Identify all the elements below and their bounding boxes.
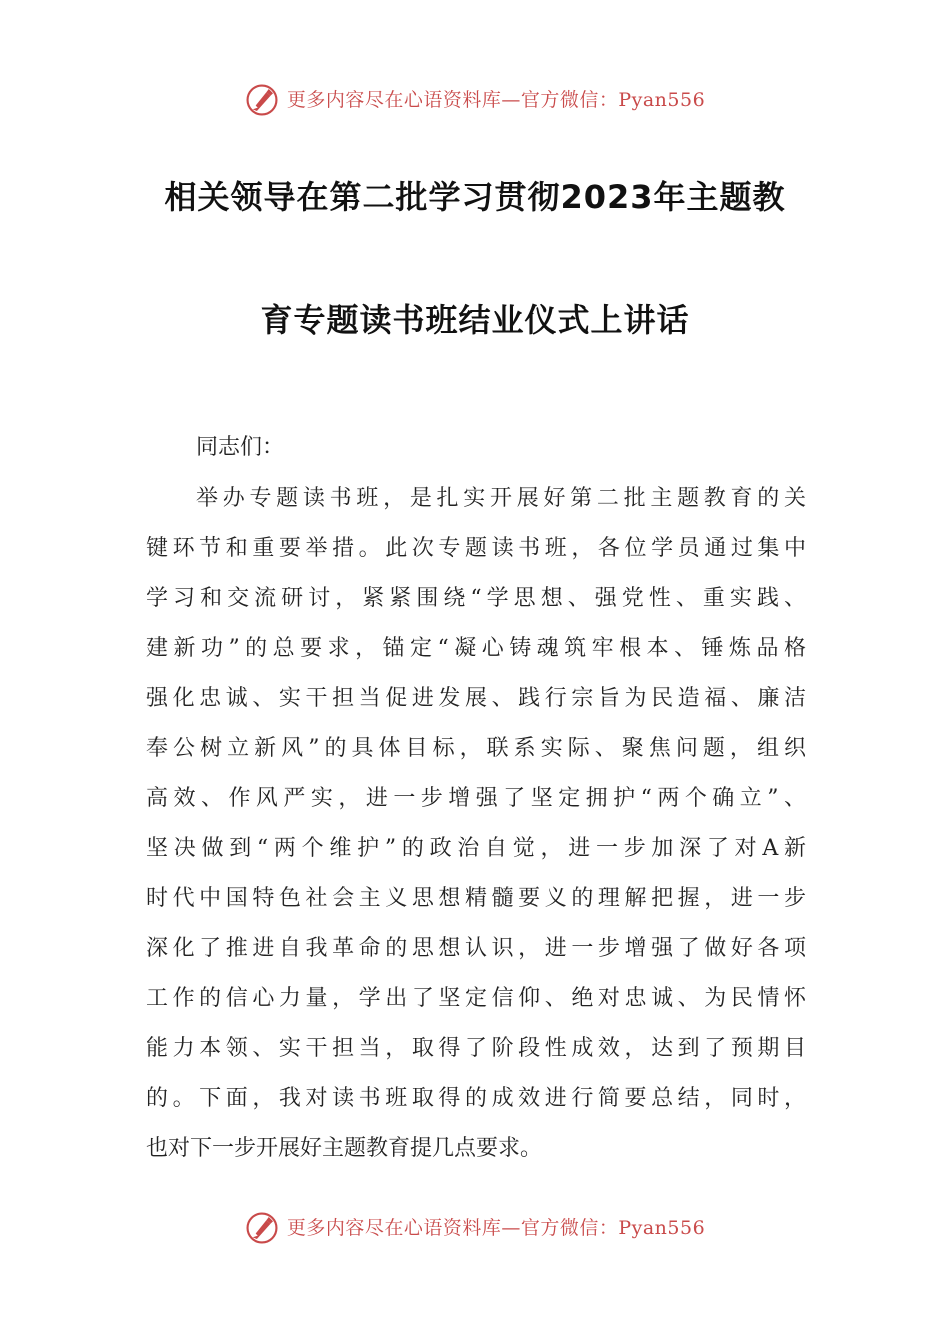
pen-nib-logo-icon xyxy=(245,1211,279,1245)
watermark-text: 更多内容尽在心语资料库—官方微信：Pyan556 xyxy=(286,1217,706,1239)
watermark-footer xyxy=(0,1211,950,1245)
body-line: 工作的信心力量，学出了坚定信仰、绝对忠诚、为民情怀 xyxy=(146,986,806,1011)
body-line: 能力本领、实干担当，取得了阶段性成效，达到了预期目 xyxy=(146,1036,806,1061)
body-line: 奉公树立新风”的具体目标，联系实际、聚焦问题，组织 xyxy=(146,736,806,761)
body-line: 强化忠诚、实干担当促进发展、践行宗旨为民造福、廉洁 xyxy=(146,686,806,711)
body-line: 也对下一步开展好主题教育提几点要求。 xyxy=(146,1136,543,1161)
body-line: 学习和交流研讨，紧紧围绕“学思想、强党性、重实践、 xyxy=(146,586,806,611)
document-title-line-2: 育专题读书班结业仪式上讲话 xyxy=(260,301,690,339)
body-line: 时代中国特色社会主义思想精髓要义的理解把握，进一步 xyxy=(146,886,806,911)
body-line: 深化了推进自我革命的思想认识，进一步增强了做好各项 xyxy=(146,936,806,961)
salutation: 同志们： xyxy=(196,435,285,460)
pen-nib-logo-icon xyxy=(245,83,279,117)
body-line: 的。下面，我对读书班取得的成效进行简要总结，同时， xyxy=(146,1086,806,1111)
body-paragraph xyxy=(146,483,806,1183)
watermark-header xyxy=(0,83,950,117)
body-line: 坚决做到“两个维护”的政治自觉，进一步加深了对A新 xyxy=(146,836,806,861)
body-line: 举办专题读书班，是扎实开展好第二批主题教育的关 xyxy=(196,486,806,511)
document-title-line-1: 相关领导在第二批学习贯彻2023年主题教 xyxy=(164,178,786,216)
watermark-text: 更多内容尽在心语资料库—官方微信：Pyan556 xyxy=(286,89,706,111)
body-line: 建新功”的总要求，锚定“凝心铸魂筑牢根本、锤炼品格 xyxy=(146,636,806,661)
body-line: 键环节和重要举措。此次专题读书班，各位学员通过集中 xyxy=(146,536,806,561)
body-line: 高效、作风严实，进一步增强了坚定拥护“两个确立”、 xyxy=(146,786,806,811)
